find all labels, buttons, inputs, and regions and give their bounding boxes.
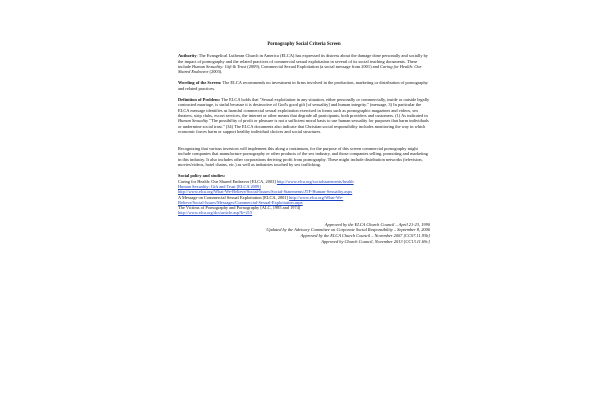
authority-doc-2: Caring for Health: Our Shared Endeavor <box>178 63 422 75</box>
wording-paragraph <box>178 80 430 91</box>
study-link[interactable]: Human Sexuality: Gift and Trust [ELCA 2009] <box>178 183 261 189</box>
approval-line: Updated by the Advisory Committee on Corporate Social Responsibility – September 8, 2006 <box>266 227 430 233</box>
wording-text: The ELCA recommends no investment in firms involved in the production, marketing or distribution of pornography and related practices. <box>178 80 428 91</box>
study-line <box>178 210 430 215</box>
study-link[interactable]: http://www.elca.org/dcs/article.asp?k=215 <box>178 210 253 216</box>
approval-line: Approved by Church Council, November 2013 [CC13.11.69c] <box>321 238 430 244</box>
authority-text-1: : The Evangelical Lutheran Church in America (ELCA) has expressed its distress about the damage done personally and socially by the impact of pornography and the related practices of commercial sexual exploitation in several of its social teaching documents. These include <box>178 53 429 69</box>
definition-doc: Human Sexuality <box>178 118 209 124</box>
approval-line: Approved by the ELCA Church Council – November 2007 [CC07.11.93b] <box>300 232 430 238</box>
study-link[interactable]: http://www.elca.org/socialstatements/health <box>276 178 354 184</box>
studies-section <box>178 173 430 215</box>
approvals-section <box>178 222 430 244</box>
document-body <box>178 42 430 244</box>
wording-label: Wording of the Screen: <box>178 80 222 86</box>
approval-line: Approved by the ELCA Church Council – April 21-23, 1990 <box>324 221 430 227</box>
page-title: Pornography Social Criteria Screen <box>267 42 341 47</box>
definition-label: Definition of Problem: <box>178 97 221 103</box>
study-link[interactable]: Believe/Social-Issues/Messages/Commercial-Sexual-Exploitation.aspx <box>178 199 303 205</box>
definition-text-1: The ELCA holds that "Sexual exploitation in any situation, either personally or commercially, inside or outside legally contracted marriage, is sinful because it is destructive of God's good gift [of sexuality] and human integrity." (message, 3) In particular the ELCA message identifies as harmful commercial sexual exploitation exercised in forms such as pornographic magazines and videos, sex theaters, strip clubs, escort services, the internet or other means that degrade all participants, both providers and customers. (1) As indicated in <box>178 97 430 118</box>
authority-paragraph <box>178 53 430 74</box>
authority-text-3: (2003). <box>208 69 223 75</box>
definition-text-2: "The possibility of profit or pleasure is not a sufficient moral basis to use human sexuality for purposes that harm individuals or undermine social trust." (34) The ELCA documents also indicate that Christian social responsibility includes monitoring the way in which economic forces harm or support healthy individual choices and social structures. <box>178 118 429 134</box>
authority-text-2: (2009), Commercial Sexual Exploitation (a social message from 2001) and <box>246 63 381 69</box>
study-line: Caring for Health: Our Shared Endeavor [ELCA, 2003] http://www.elca.org/socialstatements/health <box>178 178 354 184</box>
studies-label: Social policy and studies: <box>178 173 226 179</box>
study-link[interactable]: http://www.elca.org/What-We- <box>289 194 344 200</box>
study-line: The Victims of Pornography and Pornography [ALC, 1985 and 1974] <box>178 205 301 211</box>
authority-label: Authority <box>178 53 197 59</box>
authority-doc-1: Human Sexuality: Gift & Trust <box>192 63 247 69</box>
recognizing-paragraph: Recognizing that various investors will implement this along a continuum, for the purpose of this screen commercial pornography might include companies that manufacture pornography or other products of the sex industry, and those companies selling, promoting and marketing in this industry. It also includes other corporations deriving profit from pornography. These might include distribution networks (television, movies/videos, hotel chains, etc.) as well as industries touched by sex trafficking. <box>178 146 428 168</box>
study-link[interactable]: http://www.elca.org/What-We-Believe/Social-Issues/Social-Statements/JTF-Human-Sexuality.aspx <box>178 189 353 195</box>
study-line: A Message on Commercial Sexual Exploitation [ELCA, 2001] http://www.elca.org/What-We- <box>178 194 344 200</box>
definition-paragraph <box>178 97 430 134</box>
